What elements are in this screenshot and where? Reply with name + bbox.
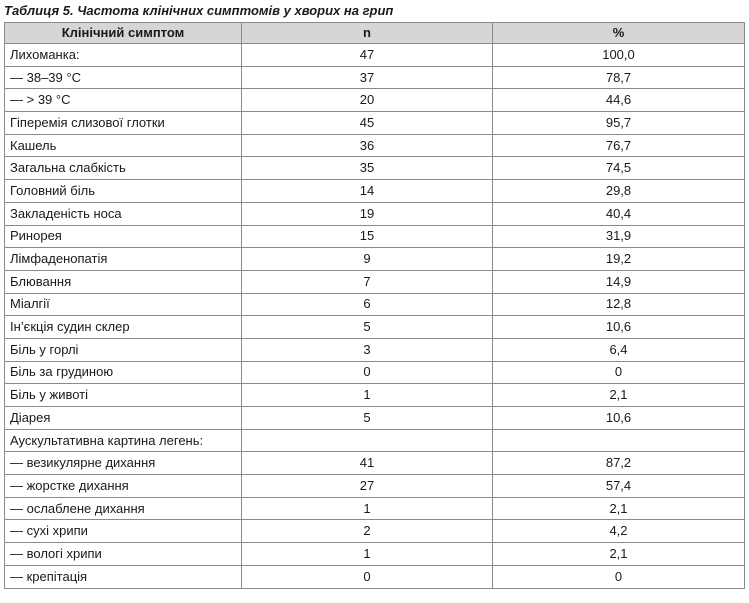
percent-cell: 95,7 — [493, 112, 745, 135]
symptom-cell: Лімфаденопатія — [5, 248, 242, 271]
count-cell: 9 — [242, 248, 493, 271]
symptom-cell: Закладеність носа — [5, 202, 242, 225]
table-row — [5, 475, 745, 498]
table-row — [5, 225, 745, 248]
count-cell: 3 — [242, 338, 493, 361]
percent-cell: 100,0 — [493, 44, 745, 67]
symptom-cell: Блювання — [5, 270, 242, 293]
percent-cell: 10,6 — [493, 316, 745, 339]
count-cell: 19 — [242, 202, 493, 225]
symptom-cell: Аускультативна картина легень: — [5, 429, 242, 452]
symptom-cell: — жорстке дихання — [5, 475, 242, 498]
symptom-cell: — ослаблене дихання — [5, 497, 242, 520]
symptom-cell: Лихоманка: — [5, 44, 242, 67]
table-row — [5, 112, 745, 135]
count-cell: 0 — [242, 565, 493, 588]
count-cell: 45 — [242, 112, 493, 135]
table-row — [5, 316, 745, 339]
percent-cell: 0 — [493, 565, 745, 588]
column-header-percent: % — [493, 23, 745, 44]
percent-cell: 31,9 — [493, 225, 745, 248]
table-caption: Таблиця 5. Частота клінічних симптомів у хворих на грип — [4, 3, 394, 18]
symptom-cell: — везикулярне дихання — [5, 452, 242, 475]
percent-cell: 40,4 — [493, 202, 745, 225]
table-header-row — [5, 23, 745, 44]
symptom-cell: Біль за грудиною — [5, 361, 242, 384]
symptom-cell: Загальна слабкість — [5, 157, 242, 180]
table-row — [5, 89, 745, 112]
count-cell: 35 — [242, 157, 493, 180]
percent-cell: 6,4 — [493, 338, 745, 361]
table-row — [5, 293, 745, 316]
percent-cell: 0 — [493, 361, 745, 384]
count-cell: 15 — [242, 225, 493, 248]
table-row — [5, 44, 745, 67]
symptom-cell: Ін’єкція судин склер — [5, 316, 242, 339]
count-cell: 41 — [242, 452, 493, 475]
table-row — [5, 66, 745, 89]
count-cell: 20 — [242, 89, 493, 112]
percent-cell: 19,2 — [493, 248, 745, 271]
column-header-symptom: Клінічний симптом — [5, 23, 242, 44]
symptom-cell: Біль у горлі — [5, 338, 242, 361]
symptom-cell: — сухі хрипи — [5, 520, 242, 543]
table-row — [5, 180, 745, 203]
percent-cell: 57,4 — [493, 475, 745, 498]
count-cell: 36 — [242, 134, 493, 157]
count-cell: 1 — [242, 384, 493, 407]
symptom-cell: Ринорея — [5, 225, 242, 248]
table-row — [5, 407, 745, 430]
count-cell: 6 — [242, 293, 493, 316]
symptom-cell: Діарея — [5, 407, 242, 430]
symptom-cell: Гіперемія слизової глотки — [5, 112, 242, 135]
symptom-cell: Кашель — [5, 134, 242, 157]
percent-cell: 4,2 — [493, 520, 745, 543]
table-row — [5, 520, 745, 543]
table-row — [5, 338, 745, 361]
count-cell: 47 — [242, 44, 493, 67]
percent-cell: 76,7 — [493, 134, 745, 157]
percent-cell: 87,2 — [493, 452, 745, 475]
symptoms-table — [4, 22, 745, 589]
symptom-cell: — 38–39 °С — [5, 66, 242, 89]
percent-cell: 29,8 — [493, 180, 745, 203]
count-cell: 1 — [242, 543, 493, 566]
table-row — [5, 452, 745, 475]
symptom-cell: — крепітація — [5, 565, 242, 588]
count-cell — [242, 429, 493, 452]
count-cell: 0 — [242, 361, 493, 384]
table-row — [5, 248, 745, 271]
percent-cell — [493, 429, 745, 452]
count-cell: 27 — [242, 475, 493, 498]
table-row — [5, 361, 745, 384]
count-cell: 1 — [242, 497, 493, 520]
symptom-cell: Міалгії — [5, 293, 242, 316]
percent-cell: 14,9 — [493, 270, 745, 293]
count-cell: 5 — [242, 316, 493, 339]
table-row — [5, 543, 745, 566]
column-header-n: n — [242, 23, 493, 44]
table-row — [5, 429, 745, 452]
count-cell: 2 — [242, 520, 493, 543]
count-cell: 14 — [242, 180, 493, 203]
percent-cell: 44,6 — [493, 89, 745, 112]
table-body — [5, 44, 745, 589]
table-row — [5, 497, 745, 520]
table-row — [5, 565, 745, 588]
count-cell: 37 — [242, 66, 493, 89]
percent-cell: 2,1 — [493, 497, 745, 520]
percent-cell: 74,5 — [493, 157, 745, 180]
table-row — [5, 134, 745, 157]
count-cell: 5 — [242, 407, 493, 430]
table-row — [5, 270, 745, 293]
symptom-cell: — вологі хрипи — [5, 543, 242, 566]
percent-cell: 10,6 — [493, 407, 745, 430]
table-row — [5, 202, 745, 225]
table-row — [5, 384, 745, 407]
count-cell: 7 — [242, 270, 493, 293]
percent-cell: 2,1 — [493, 384, 745, 407]
percent-cell: 78,7 — [493, 66, 745, 89]
percent-cell: 12,8 — [493, 293, 745, 316]
symptom-cell: Головний біль — [5, 180, 242, 203]
symptom-cell: — > 39 °С — [5, 89, 242, 112]
symptom-cell: Біль у животі — [5, 384, 242, 407]
percent-cell: 2,1 — [493, 543, 745, 566]
table-row — [5, 157, 745, 180]
